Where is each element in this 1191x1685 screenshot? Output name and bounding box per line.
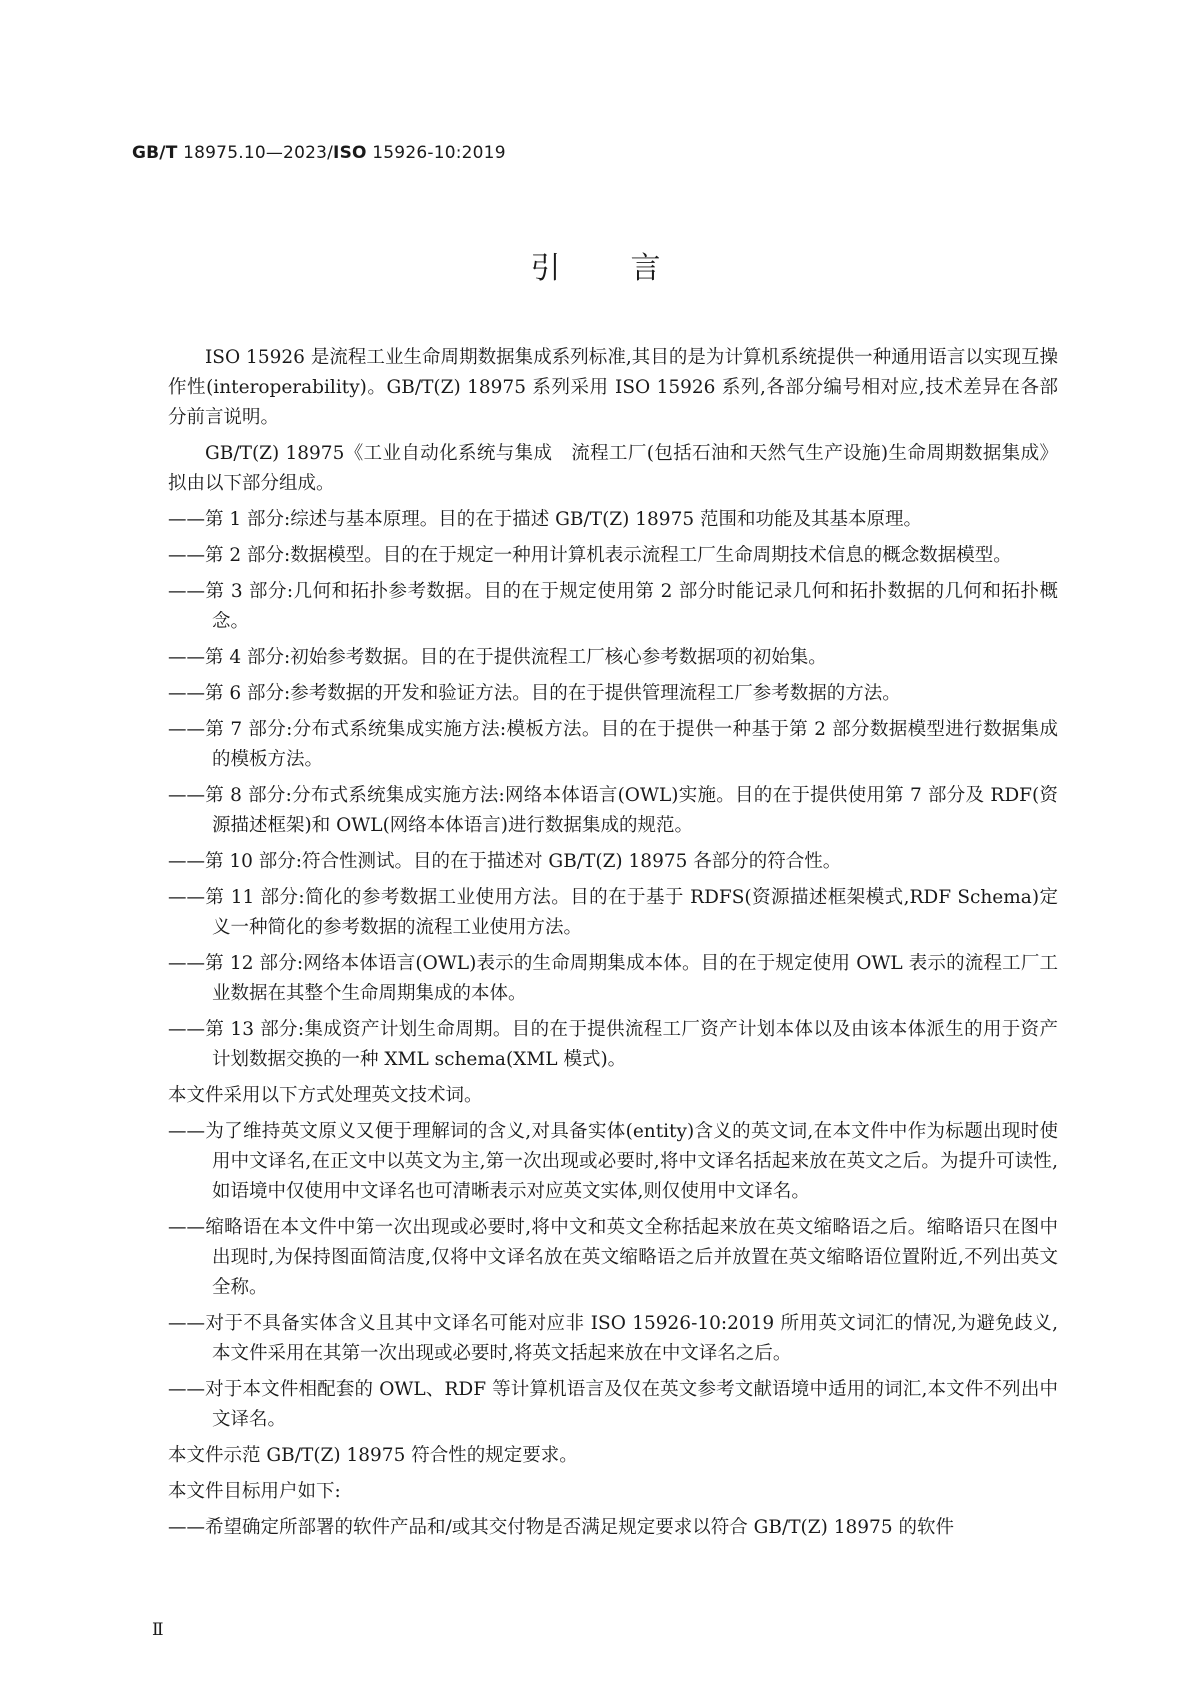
page-number: Ⅱ <box>152 1620 163 1640</box>
terms-intro: 本文件采用以下方式处理英文技术词。 <box>168 1085 483 1106</box>
part-item: ——第 2 部分:数据模型。目的在于规定一种用计算机表示流程工厂生命周期技术信息的概念数据模型。 <box>168 545 1012 566</box>
scope-line: 本文件示范 GB/T(Z) 18975 符合性的规定要求。 <box>168 1445 578 1466</box>
page-title: 引言 <box>530 251 731 286</box>
header-std-code-a: GB/T <box>132 143 178 163</box>
terms-item: ——为了维持英文原义又便于理解词的含义,对具备实体(entity)含义的英文词,在本文件中作为标题出现时使用中文译名,在正文中以英文为主,第一次出现或必要时,将中文译名括起来放在英文之后。为提升可读性,如语境中仅使用中文译名也可清晰表示对应英文实体,则仅使用中文译名。 <box>168 1121 1058 1202</box>
intro-paragraph-2: GB/T(Z) 18975《工业自动化系统与集成 流程工厂(包括石油和天然气生产设施)生命周期数据集成》拟由以下部分组成。 <box>168 443 1058 494</box>
header-std-code-b: ISO <box>333 143 367 163</box>
part-item: ——第 3 部分:几何和拓扑参考数据。目的在于规定使用第 2 部分时能记录几何和拓扑数据的几何和拓扑概念。 <box>168 581 1058 632</box>
part-item: ——第 4 部分:初始参考数据。目的在于提供流程工厂核心参考数据项的初始集。 <box>168 647 827 668</box>
users-intro: 本文件目标用户如下: <box>168 1481 341 1502</box>
users-item: ——希望确定所部署的软件产品和/或其交付物是否满足规定要求以符合 GB/T(Z) 18975 的软件 <box>168 1517 954 1538</box>
part-item: ——第 8 部分:分布式系统集成实施方法:网络本体语言(OWL)实施。目的在于提供使用第 7 部分及 RDF(资源描述框架)和 OWL(网络本体语言)进行数据集成的规范。 <box>168 785 1058 836</box>
part-item: ——第 12 部分:网络本体语言(OWL)表示的生命周期集成本体。目的在于规定使用 OWL 表示的流程工厂工业数据在其整个生命周期集成的本体。 <box>168 953 1058 1004</box>
terms-item: ——对于不具备实体含义且其中文译名可能对应非 ISO 15926-10:2019 所用英文词汇的情况,为避免歧义,本文件采用在其第一次出现或必要时,将英文括起来放在中文译名之后。 <box>168 1313 1058 1364</box>
part-item: ——第 1 部分:综述与基本原理。目的在于描述 GB/T(Z) 18975 范围和功能及其基本原理。 <box>168 509 922 530</box>
part-item: ——第 6 部分:参考数据的开发和验证方法。目的在于提供管理流程工厂参考数据的方法。 <box>168 683 901 704</box>
body-content <box>168 343 1058 1549</box>
terms-item: ——对于本文件相配套的 OWL、RDF 等计算机语言及仅在英文参考文献语境中适用的词汇,本文件不列出中文译名。 <box>168 1379 1058 1430</box>
part-item: ——第 7 部分:分布式系统集成实施方法:模板方法。目的在于提供一种基于第 2 部分数据模型进行数据集成的模板方法。 <box>168 719 1058 770</box>
part-item: ——第 11 部分:简化的参考数据工业使用方法。目的在于基于 RDFS(资源描述框架模式,RDF Schema)定义一种简化的参考数据的流程工业使用方法。 <box>168 887 1058 938</box>
header-std-number-b: 15926-10:2019 <box>366 143 506 163</box>
intro-paragraph-1: ISO 15926 是流程工业生命周期数据集成系列标准,其目的是为计算机系统提供一种通用语言以实现互操作性(interoperability)。GB/T(Z) 18975 系列采用 ISO 15926 系列,各部分编号相对应,技术差异在各部分前言说明。 <box>168 347 1058 428</box>
part-item: ——第 13 部分:集成资产计划生命周期。目的在于提供流程工厂资产计划本体以及由该本体派生的用于资产计划数据交换的一种 XML schema(XML 模式)。 <box>168 1019 1058 1070</box>
terms-item: ——缩略语在本文件中第一次出现或必要时,将中文和英文全称括起来放在英文缩略语之后。缩略语只在图中出现时,为保持图面简洁度,仅将中文译名放在英文缩略语之后并放置在英文缩略语位置附近,不列出英文全称。 <box>168 1217 1058 1298</box>
part-item: ——第 10 部分:符合性测试。目的在于描述对 GB/T(Z) 18975 各部分的符合性。 <box>168 851 842 872</box>
header-std-number-a: 18975.10—2023/ <box>177 143 334 163</box>
document-header <box>132 143 506 163</box>
